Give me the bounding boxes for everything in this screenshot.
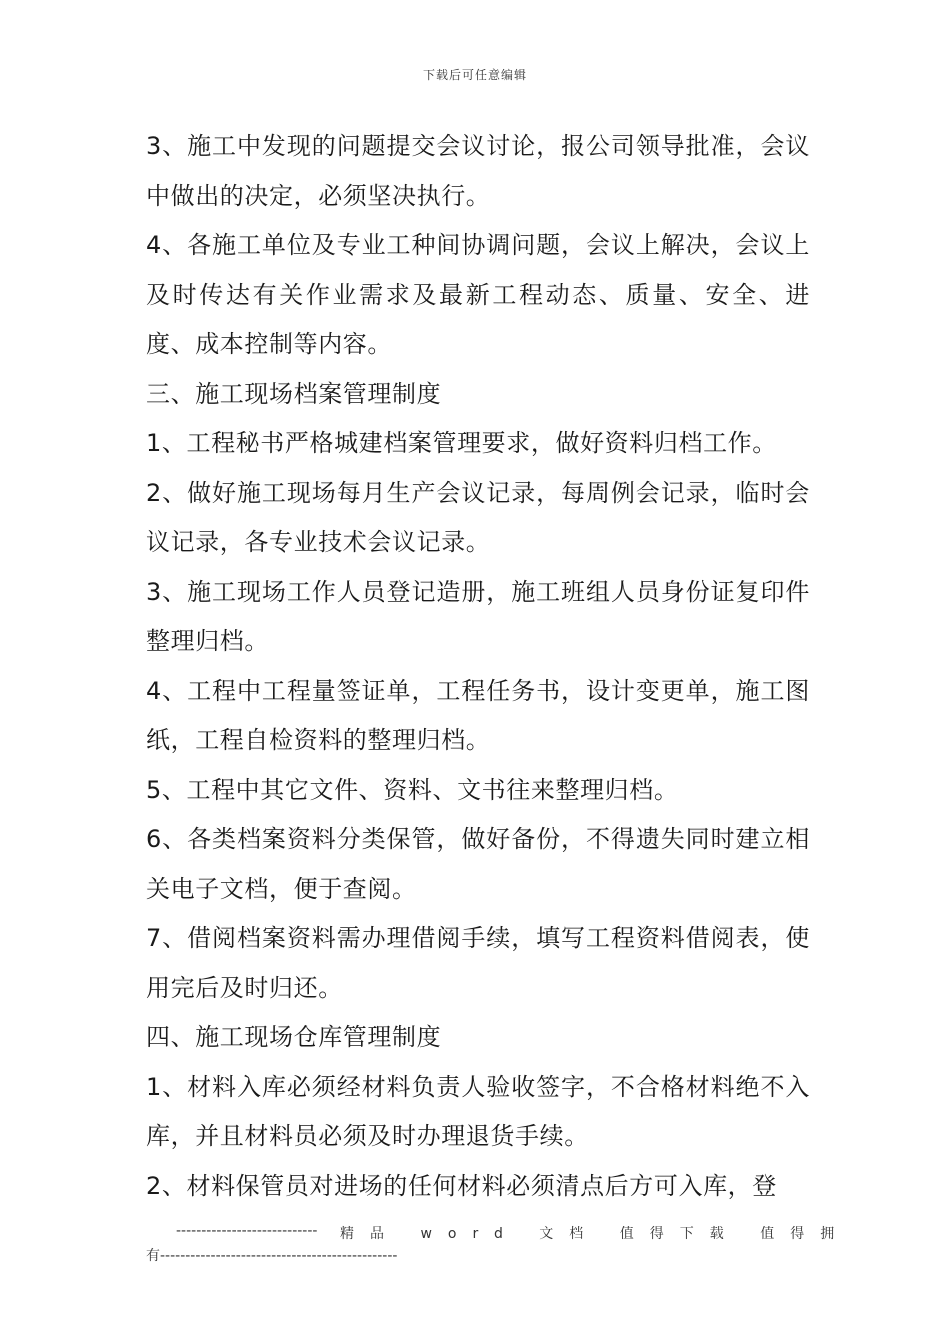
paragraph: 6、各类档案资料分类保管，做好备份，不得遗失同时建立相关电子文档，便于查阅。 [146,825,810,903]
paragraph: 1、工程秘书严格城建档案管理要求，做好资料归档工作。 [146,429,777,457]
page-footer [176,1223,851,1245]
footer-text: 精品 word 文档 值得下载 值得拥 [340,1226,851,1242]
paragraph: 3、施工现场工作人员登记造册，施工班组人员身份证复印件整理归档。 [146,577,810,655]
paragraph: 5、工程中其它文件、资料、文书往来整理归档。 [146,775,679,804]
section-heading: 四、施工现场仓库管理制度 [146,1023,442,1051]
paragraph: 4、各施工单位及专业工种间协调问题，会议上解决，会议上及时传达有关作业需求及最新工程动态、质量、安全、进度、成本控制等内容。 [146,231,810,358]
footer-dashes: ---------------------------- [176,1223,318,1239]
paragraph: 3、施工中发现的问题提交会议讨论，报公司领导批准，会议中做出的决定，必须坚决执行。 [146,132,810,210]
footer-continuation: 有----------------------------------------------- [146,1248,398,1264]
paragraph: 2、材料保管员对进场的任何材料必须清点后方可入库，登 [146,1171,777,1200]
document-body [146,122,810,1211]
paragraph: 1、材料入库必须经材料负责人验收签字，不合格材料绝不入库，并且材料员必须及时办理退货手续。 [146,1072,810,1150]
paragraph: 4、工程中工程量签证单，工程任务书，设计变更单，施工图纸，工程自检资料的整理归档。 [146,676,810,754]
page-header: 下载后可任意编辑 [422,68,527,82]
paragraph: 2、做好施工现场每月生产会议记录，每周例会记录，临时会议记录，各专业技术会议记录。 [146,478,810,556]
section-heading: 三、施工现场档案管理制度 [146,379,442,408]
paragraph: 7、借阅档案资料需办理借阅手续，填写工程资料借阅表，使用完后及时归还。 [146,924,810,1002]
